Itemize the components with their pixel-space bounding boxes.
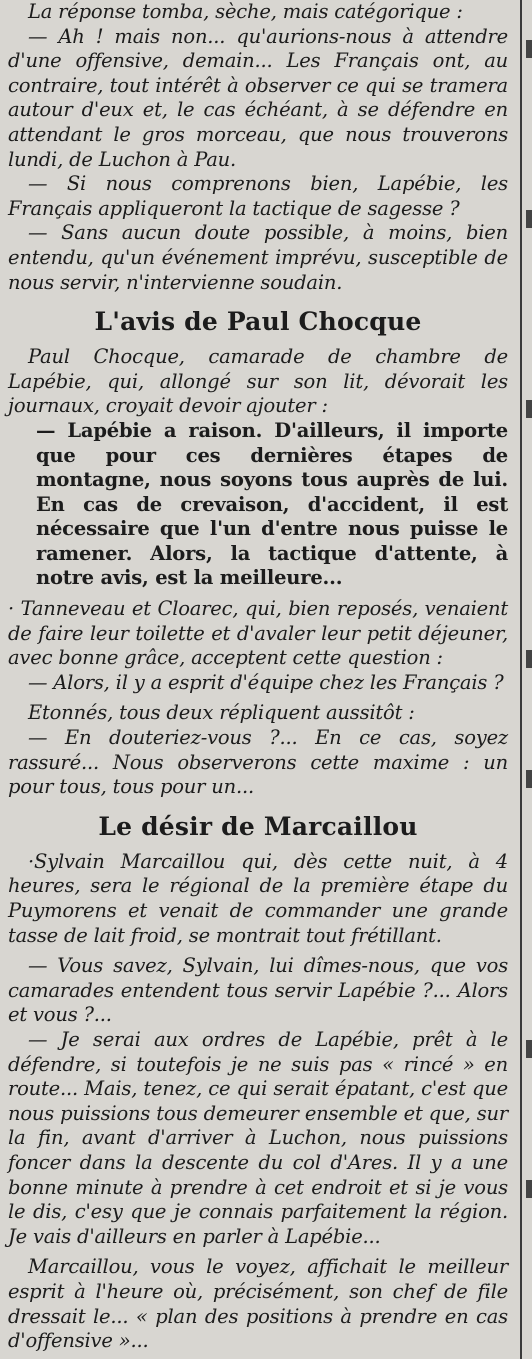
sylvain-question: — Vous savez, Sylvain, lui dîmes-nous, que vos camarades entendent tous servir Lapébie ?... Alors et vous ?... xyxy=(8,954,508,1027)
chocque-quote: — Lapébie a raison. D'ailleurs, il importe que pour ces dernières étapes de montagne, nous soyons tous auprès de lui. En cas de crevaison, d'accident, il est nécessaire que l'un d'entre nous puisse le ramener. Alors, la tactique d'attente, à notre avis, est la meilleure... xyxy=(36,418,508,590)
column-rule xyxy=(520,0,522,1359)
marcaillou-conclusion: Marcaillou, vous le voyez, affichait le meilleur esprit à l'heure où, précisément, son chef de file dressait le... « plan des positions à prendre en cas d'offensive »... xyxy=(8,1255,508,1353)
section-heading-chocque: L'avis de Paul Chocque xyxy=(94,307,422,337)
intro-paragraph-1: La réponse tomba, sèche, mais catégorique : xyxy=(28,0,463,23)
tanneveau-paragraph: · Tanneveau et Cloarec, qui, bien reposés, venaient de faire leur toilette et d'avaler leur petit déjeuner, avec bonne grâce, acceptent cette question : xyxy=(8,597,508,670)
adjacent-column-edge xyxy=(524,0,532,1359)
intro-paragraph-4: — Sans aucun doute possible, à moins, bien entendu, qu'un événement imprévu, susceptible de nous servir, n'intervienne soudain. xyxy=(8,221,508,294)
intro-paragraph-2: — Ah ! mais non... qu'aurions-nous à attendre d'une offensive, demain... Les Français ont, au contraire, tout intérêt à observer ce qui se tramera autour d'eux et, le cas échéant, à se défendre en attendant le gros morceau, que nous trouverons lundi, de Luchon à Pau. xyxy=(8,24,508,171)
chocque-intro: Paul Chocque, camarade de chambre de Lapébie, qui, allongé sur son lit, dévorait les journaux, croyait devoir ajouter : xyxy=(8,345,508,418)
marcaillou-answer: — Je serai aux ordres de Lapébie, prêt à le défendre, si toutefois je ne suis pas « rincé » en route... Mais, tenez, ce qui serait épatant, c'est que nous puissions tous demeurer ensemble et que, sur la fin, avant d'arriver à Luchon, nous puissions foncer dans la descente du col d'Ares. Il y a une bonne minute à prendre à cet endroit et si je vous le dis, c'esy que je connais parfaitement la région. Je vais d'ailleurs en parler à Lapébie... xyxy=(8,1027,508,1248)
intro-paragraph-3: — Si nous comprenons bien, Lapébie, les Français appliqueront la tactique de sagesse ? xyxy=(8,172,508,220)
article-column xyxy=(8,0,508,1354)
marcaillou-intro: ·Sylvain Marcaillou qui, dès cette nuit, à 4 heures, sera le régional de la première étape du Puymorens et venait de commander une grande tasse de lait froid, se montrait tout frétillant. xyxy=(8,849,508,947)
question-paragraph: — Alors, il y a esprit d'équipe chez les Français ? xyxy=(28,670,504,694)
reply-intro: Etonnés, tous deux répliquent aussitôt : xyxy=(28,701,415,725)
section-heading-marcaillou: Le désir de Marcaillou xyxy=(98,811,418,841)
reply-paragraph: — En douteriez-vous ?... En ce cas, soyez rassuré... Nous observerons cette maxime : un pour tous, tous pour un... xyxy=(8,726,508,799)
